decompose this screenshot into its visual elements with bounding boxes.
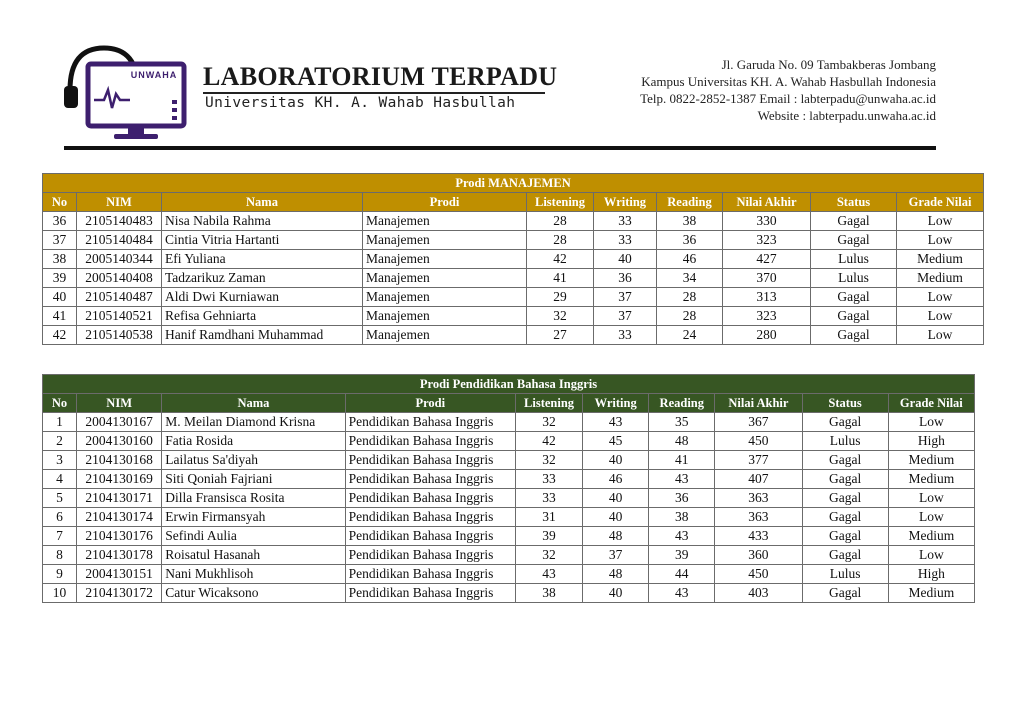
- cell-grade: Low: [897, 307, 984, 326]
- cell-grade: Low: [897, 231, 984, 250]
- cell-nama: Aldi Dwi Kurniawan: [162, 288, 363, 307]
- cell-no: 38: [43, 250, 77, 269]
- cell-prodi: Pendidikan Bahasa Inggris: [345, 451, 515, 470]
- cell-grade: Low: [888, 546, 974, 565]
- col-header-nama: Nama: [162, 193, 363, 212]
- col-header-listening: Listening: [527, 193, 594, 212]
- cell-nim: 2104130171: [77, 489, 162, 508]
- cell-nilai-akhir: 323: [723, 231, 811, 250]
- cell-listening: 41: [527, 269, 594, 288]
- cell-prodi: Pendidikan Bahasa Inggris: [345, 508, 515, 527]
- cell-nim: 2104130169: [77, 470, 162, 489]
- contact-campus: Kampus Universitas KH. A. Wahab Hasbullah Indonesia: [641, 74, 936, 89]
- cell-nilai-akhir: 407: [715, 470, 802, 489]
- cell-prodi: Manajemen: [363, 326, 527, 345]
- contact-address: Jl. Garuda No. 09 Tambakberas Jombang: [721, 57, 936, 72]
- cell-nilai-akhir: 427: [723, 250, 811, 269]
- cell-prodi: Pendidikan Bahasa Inggris: [345, 432, 515, 451]
- col-header-writing: Writing: [594, 193, 657, 212]
- cell-nama: Catur Wicaksono: [162, 584, 345, 603]
- cell-listening: 33: [515, 489, 582, 508]
- col-header-reading: Reading: [649, 394, 715, 413]
- table-row: [43, 250, 984, 269]
- table-title: Prodi Pendidikan Bahasa Inggris: [43, 375, 975, 394]
- cell-listening: 32: [515, 451, 582, 470]
- cell-no: 6: [43, 508, 77, 527]
- cell-reading: 28: [657, 307, 723, 326]
- col-header-grade: Grade Nilai: [888, 394, 974, 413]
- cell-listening: 33: [515, 470, 582, 489]
- table-row: [43, 326, 984, 345]
- cell-listening: 29: [527, 288, 594, 307]
- cell-status: Lulus: [802, 565, 888, 584]
- cell-prodi: Manajemen: [363, 307, 527, 326]
- cell-writing: 46: [583, 470, 649, 489]
- table-row: [43, 546, 975, 565]
- cell-reading: 43: [649, 470, 715, 489]
- cell-nilai-akhir: 330: [723, 212, 811, 231]
- cell-writing: 33: [594, 326, 657, 345]
- cell-nama: Refisa Gehniarta: [162, 307, 363, 326]
- cell-prodi: Pendidikan Bahasa Inggris: [345, 565, 515, 584]
- cell-nilai-akhir: 313: [723, 288, 811, 307]
- cell-reading: 43: [649, 584, 715, 603]
- cell-reading: 43: [649, 527, 715, 546]
- col-header-reading: Reading: [657, 193, 723, 212]
- cell-prodi: Pendidikan Bahasa Inggris: [345, 584, 515, 603]
- cell-status: Gagal: [802, 451, 888, 470]
- cell-nim: 2105140483: [77, 212, 162, 231]
- cell-no: 41: [43, 307, 77, 326]
- cell-grade: Medium: [888, 584, 974, 603]
- cell-nama: Nisa Nabila Rahma: [162, 212, 363, 231]
- cell-nilai-akhir: 360: [715, 546, 802, 565]
- table-body: [43, 212, 984, 345]
- cell-listening: 28: [527, 231, 594, 250]
- cell-status: Gagal: [811, 212, 897, 231]
- cell-nim: 2105140521: [77, 307, 162, 326]
- cell-nim: 2104130176: [77, 527, 162, 546]
- cell-writing: 48: [583, 527, 649, 546]
- cell-nilai-akhir: 403: [715, 584, 802, 603]
- table-row: [43, 584, 975, 603]
- cell-nama: Lailatus Sa'diyah: [162, 451, 345, 470]
- cell-no: 42: [43, 326, 77, 345]
- cell-no: 4: [43, 470, 77, 489]
- cell-nim: 2104130174: [77, 508, 162, 527]
- table-row: [43, 432, 975, 451]
- cell-nim: 2004130151: [77, 565, 162, 584]
- cell-grade: Medium: [888, 527, 974, 546]
- cell-listening: 32: [515, 546, 582, 565]
- cell-reading: 24: [657, 326, 723, 345]
- cell-no: 39: [43, 269, 77, 288]
- cell-nilai-akhir: 433: [715, 527, 802, 546]
- column-header-row: [43, 394, 975, 413]
- cell-nilai-akhir: 363: [715, 508, 802, 527]
- cell-nama: Dilla Fransisca Rosita: [162, 489, 345, 508]
- col-header-status: Status: [802, 394, 888, 413]
- cell-grade: Low: [897, 288, 984, 307]
- cell-no: 2: [43, 432, 77, 451]
- cell-prodi: Pendidikan Bahasa Inggris: [345, 527, 515, 546]
- col-header-nama: Nama: [162, 394, 345, 413]
- cell-nama: Nani Mukhlisoh: [162, 565, 345, 584]
- col-header-no: No: [43, 193, 77, 212]
- cell-writing: 33: [594, 212, 657, 231]
- logo-text: UNWAHA: [130, 70, 178, 80]
- cell-nim: 2105140487: [77, 288, 162, 307]
- cell-nilai-akhir: 363: [715, 489, 802, 508]
- cell-nama: M. Meilan Diamond Krisna: [162, 413, 345, 432]
- col-header-prodi: Prodi: [363, 193, 527, 212]
- cell-listening: 39: [515, 527, 582, 546]
- cell-no: 37: [43, 231, 77, 250]
- cell-status: Gagal: [802, 489, 888, 508]
- cell-writing: 37: [583, 546, 649, 565]
- cell-nim: 2004130167: [77, 413, 162, 432]
- page-subtitle: Universitas KH. A. Wahab Hasbullah: [205, 95, 516, 111]
- cell-nama: Efi Yuliana: [162, 250, 363, 269]
- cell-no: 36: [43, 212, 77, 231]
- cell-prodi: Manajemen: [363, 250, 527, 269]
- col-header-nilai-akhir: Nilai Akhir: [715, 394, 802, 413]
- cell-status: Gagal: [811, 326, 897, 345]
- cell-status: Gagal: [802, 413, 888, 432]
- cell-listening: 27: [527, 326, 594, 345]
- cell-status: Gagal: [811, 307, 897, 326]
- cell-prodi: Manajemen: [363, 269, 527, 288]
- cell-reading: 48: [649, 432, 715, 451]
- contact-phone-email: Telp. 0822-2852-1387 Email : labterpadu@unwaha.ac.id: [640, 91, 936, 106]
- cell-nim: 2005140344: [77, 250, 162, 269]
- table-title: Prodi MANAJEMEN: [43, 174, 984, 193]
- cell-status: Lulus: [811, 269, 897, 288]
- cell-nim: 2005140408: [77, 269, 162, 288]
- cell-no: 5: [43, 489, 77, 508]
- cell-writing: 40: [583, 508, 649, 527]
- table-row: [43, 565, 975, 584]
- cell-no: 8: [43, 546, 77, 565]
- table-manajemen: [42, 173, 984, 345]
- cell-writing: 40: [583, 451, 649, 470]
- cell-nilai-akhir: 370: [723, 269, 811, 288]
- cell-no: 10: [43, 584, 77, 603]
- cell-nim: 2105140538: [77, 326, 162, 345]
- table-body: [43, 413, 975, 603]
- column-header-row: [43, 193, 984, 212]
- cell-nilai-akhir: 280: [723, 326, 811, 345]
- col-header-writing: Writing: [583, 394, 649, 413]
- cell-writing: 40: [583, 584, 649, 603]
- cell-listening: 42: [527, 250, 594, 269]
- cell-nim: 2104130172: [77, 584, 162, 603]
- cell-nim: 2004130160: [77, 432, 162, 451]
- cell-listening: 28: [527, 212, 594, 231]
- col-header-prodi: Prodi: [345, 394, 515, 413]
- cell-nilai-akhir: 367: [715, 413, 802, 432]
- cell-status: Gagal: [802, 508, 888, 527]
- cell-writing: 43: [583, 413, 649, 432]
- table-row: [43, 470, 975, 489]
- cell-reading: 34: [657, 269, 723, 288]
- cell-prodi: Pendidikan Bahasa Inggris: [345, 546, 515, 565]
- table-row: [43, 508, 975, 527]
- cell-nama: Roisatul Hasanah: [162, 546, 345, 565]
- cell-status: Gagal: [802, 470, 888, 489]
- cell-status: Gagal: [802, 527, 888, 546]
- cell-prodi: Pendidikan Bahasa Inggris: [345, 489, 515, 508]
- table-row: [43, 212, 984, 231]
- col-header-grade: Grade Nilai: [897, 193, 984, 212]
- cell-reading: 35: [649, 413, 715, 432]
- cell-grade: Low: [888, 508, 974, 527]
- cell-nilai-akhir: 450: [715, 432, 802, 451]
- cell-status: Gagal: [802, 584, 888, 603]
- cell-listening: 42: [515, 432, 582, 451]
- cell-prodi: Manajemen: [363, 231, 527, 250]
- cell-grade: Low: [897, 212, 984, 231]
- cell-nama: Tadzarikuz Zaman: [162, 269, 363, 288]
- cell-nilai-akhir: 323: [723, 307, 811, 326]
- cell-nama: Cintia Vitria Hartanti: [162, 231, 363, 250]
- cell-listening: 43: [515, 565, 582, 584]
- cell-grade: Medium: [897, 269, 984, 288]
- cell-reading: 46: [657, 250, 723, 269]
- cell-nama: Hanif Ramdhani Muhammad: [162, 326, 363, 345]
- cell-nilai-akhir: 377: [715, 451, 802, 470]
- cell-listening: 31: [515, 508, 582, 527]
- cell-writing: 33: [594, 231, 657, 250]
- contact-block: [640, 56, 936, 124]
- cell-status: Gagal: [811, 231, 897, 250]
- cell-nama: Siti Qoniah Fajriani: [162, 470, 345, 489]
- cell-writing: 45: [583, 432, 649, 451]
- cell-no: 40: [43, 288, 77, 307]
- cell-prodi: Manajemen: [363, 212, 527, 231]
- col-header-nim: NIM: [77, 394, 162, 413]
- cell-no: 9: [43, 565, 77, 584]
- cell-nilai-akhir: 450: [715, 565, 802, 584]
- cell-listening: 32: [515, 413, 582, 432]
- col-header-nim: NIM: [77, 193, 162, 212]
- cell-nama: Sefindi Aulia: [162, 527, 345, 546]
- cell-reading: 38: [649, 508, 715, 527]
- cell-reading: 39: [649, 546, 715, 565]
- table-row: [43, 288, 984, 307]
- cell-listening: 32: [527, 307, 594, 326]
- table-row: [43, 307, 984, 326]
- cell-reading: 41: [649, 451, 715, 470]
- header-rule: [64, 146, 936, 150]
- cell-writing: 37: [594, 307, 657, 326]
- cell-prodi: Pendidikan Bahasa Inggris: [345, 470, 515, 489]
- cell-grade: High: [888, 565, 974, 584]
- cell-nim: 2104130168: [77, 451, 162, 470]
- cell-reading: 44: [649, 565, 715, 584]
- cell-grade: Medium: [888, 451, 974, 470]
- cell-status: Gagal: [811, 288, 897, 307]
- cell-writing: 40: [583, 489, 649, 508]
- cell-no: 1: [43, 413, 77, 432]
- cell-writing: 37: [594, 288, 657, 307]
- col-header-listening: Listening: [515, 394, 582, 413]
- title-underline: [203, 92, 545, 94]
- cell-no: 7: [43, 527, 77, 546]
- col-header-no: No: [43, 394, 77, 413]
- cell-writing: 40: [594, 250, 657, 269]
- cell-grade: Medium: [888, 470, 974, 489]
- cell-prodi: Pendidikan Bahasa Inggris: [345, 413, 515, 432]
- cell-nama: Fatia Rosida: [162, 432, 345, 451]
- cell-no: 3: [43, 451, 77, 470]
- cell-grade: Medium: [897, 250, 984, 269]
- table-row: [43, 413, 975, 432]
- cell-grade: High: [888, 432, 974, 451]
- cell-status: Lulus: [811, 250, 897, 269]
- cell-prodi: Manajemen: [363, 288, 527, 307]
- table-row: [43, 489, 975, 508]
- cell-nim: 2105140484: [77, 231, 162, 250]
- page-title: LABORATORIUM TERPADU: [203, 62, 558, 91]
- table-row: [43, 527, 975, 546]
- table-pendidikan-bahasa-inggris: [42, 374, 975, 603]
- cell-reading: 28: [657, 288, 723, 307]
- cell-reading: 38: [657, 212, 723, 231]
- cell-status: Lulus: [802, 432, 888, 451]
- col-header-status: Status: [811, 193, 897, 212]
- table-row: [43, 269, 984, 288]
- table-row: [43, 451, 975, 470]
- col-header-nilai-akhir: Nilai Akhir: [723, 193, 811, 212]
- cell-grade: Low: [888, 489, 974, 508]
- cell-nama: Erwin Firmansyah: [162, 508, 345, 527]
- cell-grade: Low: [897, 326, 984, 345]
- contact-website: Website : labterpadu.unwaha.ac.id: [757, 108, 936, 123]
- cell-listening: 38: [515, 584, 582, 603]
- cell-writing: 48: [583, 565, 649, 584]
- unwaha-logo: [60, 42, 190, 142]
- cell-status: Gagal: [802, 546, 888, 565]
- table-row: [43, 231, 984, 250]
- cell-reading: 36: [657, 231, 723, 250]
- cell-nim: 2104130178: [77, 546, 162, 565]
- cell-writing: 36: [594, 269, 657, 288]
- cell-reading: 36: [649, 489, 715, 508]
- cell-grade: Low: [888, 413, 974, 432]
